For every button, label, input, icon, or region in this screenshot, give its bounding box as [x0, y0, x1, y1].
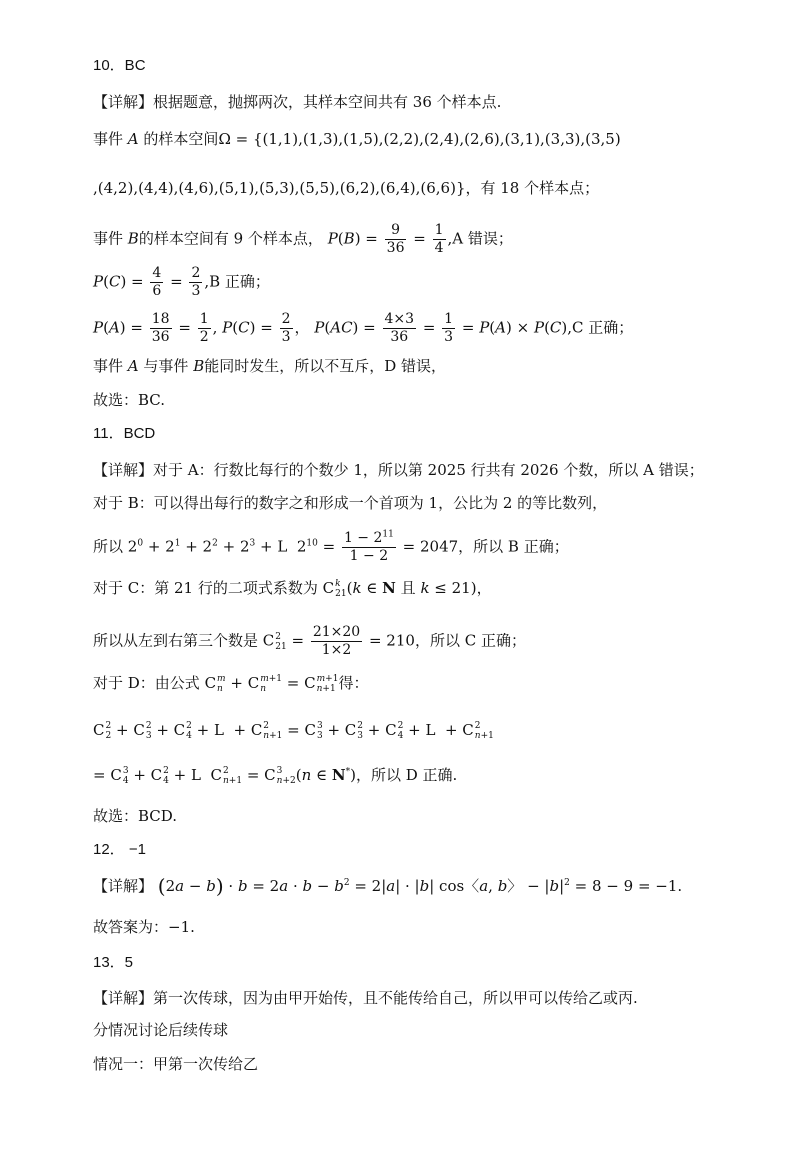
q10-detail: 【详解】根据题意，抛掷两次，其样本空间共有 36 个样本点. [93, 93, 502, 111]
q11-line-a: 【详解】对于 A：行数比每行的个数少 1，所以第 2025 行共有 2026 个数，所以 A 错误； [93, 461, 704, 479]
q12-answer: 故答案为：−1. [93, 918, 195, 936]
q13-detail: 【详解】第一次传球，因为由甲开始传，且不能传给自己，所以甲可以传给乙或丙. [93, 989, 638, 1007]
q11-line-b: 对于 B：可以得出每行的数字之和形成一个首项为 1，公比为 2 的等比数列， [93, 494, 608, 512]
q10-omega-line2 [93, 177, 760, 199]
q13-case1: 情况一：甲第一次传给乙 [93, 1055, 259, 1073]
q12-heading: 12． −1 [93, 841, 146, 858]
q10-pac-frac2: $\frac{1}{3}$ [444, 311, 454, 345]
q10-answer: 故选：BC. [93, 391, 166, 409]
q11-line-c2: 所以从左到右第三个数是 C 2 21 = $\frac{21\times 20}{1\times 2}$ = 210，所以 C 正确； [93, 624, 526, 658]
q10-exclusive-line: 事件 A 与事件 B能同时发生，所以不互斥，D 错误， [93, 357, 447, 375]
q10-pc-tail: ,B 正确； [204, 272, 270, 291]
q11-line-d2: C 2 2 + C 2 3 + C 2 4 + L + C 2 n+1 = C 3 3 + C 2 3 + C 2 4 + L + C 2 n+1 [93, 721, 494, 741]
q11-line-d3: = C 3 4 + C 2 4 + L C 2 n+1 = C 3 n+2 (n ∈ N*)，所以 D 正确. [93, 766, 458, 786]
q10-event-a-line: 事件 A 的样本空间Ω = {(1,1),(1,3),(1,5),(2,2),(2,4),(2,6),(3,1),(3,3),(3,5) [93, 130, 621, 148]
q10-pac-tail: ,C 正确； [567, 318, 634, 337]
q10-pa-frac2: $\frac{1}{2}$ [199, 311, 209, 345]
q10-omega-part2: ,(4,2),(4,4),(4,6),(5,1),(5,3),(5,5),(6,2),(6,4),(6,6)} [93, 179, 466, 197]
q10-omega-count: ，有 18 个样本点； [465, 179, 600, 197]
q10-pc-frac2: $\frac{2}{3}$ [191, 265, 201, 299]
q11-line-c: 对于 C：第 21 行的二项式系数为 C k 21 (k ∈ N 且 k ≤ 21)， [93, 579, 492, 599]
q12-detail: 【详解】 $(2a - b) \cdot b = 2a \cdot b - b^2 = 2|a| \cdot |b|$ cos〈a, b〉 − $|b|^2 = 8 - 9 = -1$. [93, 874, 683, 898]
q10-pb-frac2: $\frac{1}{4}$ [434, 222, 444, 256]
q13-discuss: 分情况讨论后续传球 [93, 1021, 229, 1039]
q11-line-d: 对于 D：由公式 C m n + C m+1 n = C m+1 n+1 得： [93, 674, 369, 694]
q11-c2-frac: $\frac{21\times 20}{1\times 2}$ [312, 624, 361, 658]
q10-event-b-line: 事件 B的样本空间有 9 个样本点， P(B) = $\frac{9}{36}$ = $\frac{1}{4}$ ,A 错误； [93, 222, 513, 256]
q10-heading: 10．BC [93, 57, 146, 74]
q10-pac-line: P(A) = $\frac{18}{36}$ = $\frac{1}{2}$ , P(C) = $\frac{2}{3}$ ， P(AC) = $\frac{4\times 3}{36}$ = $\frac{1}{3}$ = P(A) × P(C),C 正确； [93, 311, 634, 345]
q10-event-a-mid: 的样本空间 [143, 130, 219, 148]
q10-pb-tail: ,A 错误； [447, 229, 513, 248]
q10-event-a-prefix: 事件 [93, 130, 124, 148]
q10-pc-line: P(C) = $\frac{4}{6}$ = $\frac{2}{3}$ ,B 正确； [93, 265, 270, 299]
q13-heading: 13．5 [93, 954, 134, 971]
q10-omega-part1: Ω = {(1,1),(1,3),(1,5),(2,2),(2,4),(2,6),(3,1),(3,3),(3,5) [218, 130, 621, 148]
q10-pc-frac1: $\frac{4}{6}$ [152, 265, 162, 299]
q10-pa-frac1: $\frac{18}{36}$ [151, 311, 170, 345]
q11-sum-frac: $\frac{1 - 2^{11}}{1 - 2}$ [343, 529, 394, 564]
q11-answer: 故选：BCD. [93, 807, 178, 825]
q11-heading: 11．BCD [93, 425, 156, 442]
q11-sum-line: 所以 $2^0 + 2^1 + 2^2 + 2^3 + L$ $2^{10}$ = $\frac{1 - 2^{11}}{1 - 2}$ = 2047，所以 B 正确； [93, 529, 569, 564]
q10-event-b-text: 的样本空间有 9 个样本点， [138, 229, 323, 248]
q10-pc2-frac: $\frac{2}{3}$ [281, 311, 291, 345]
q10-pb-frac1: $\frac{9}{36}$ [386, 222, 405, 256]
q10-pac-frac1: $\frac{4\times 3}{36}$ [384, 311, 415, 345]
